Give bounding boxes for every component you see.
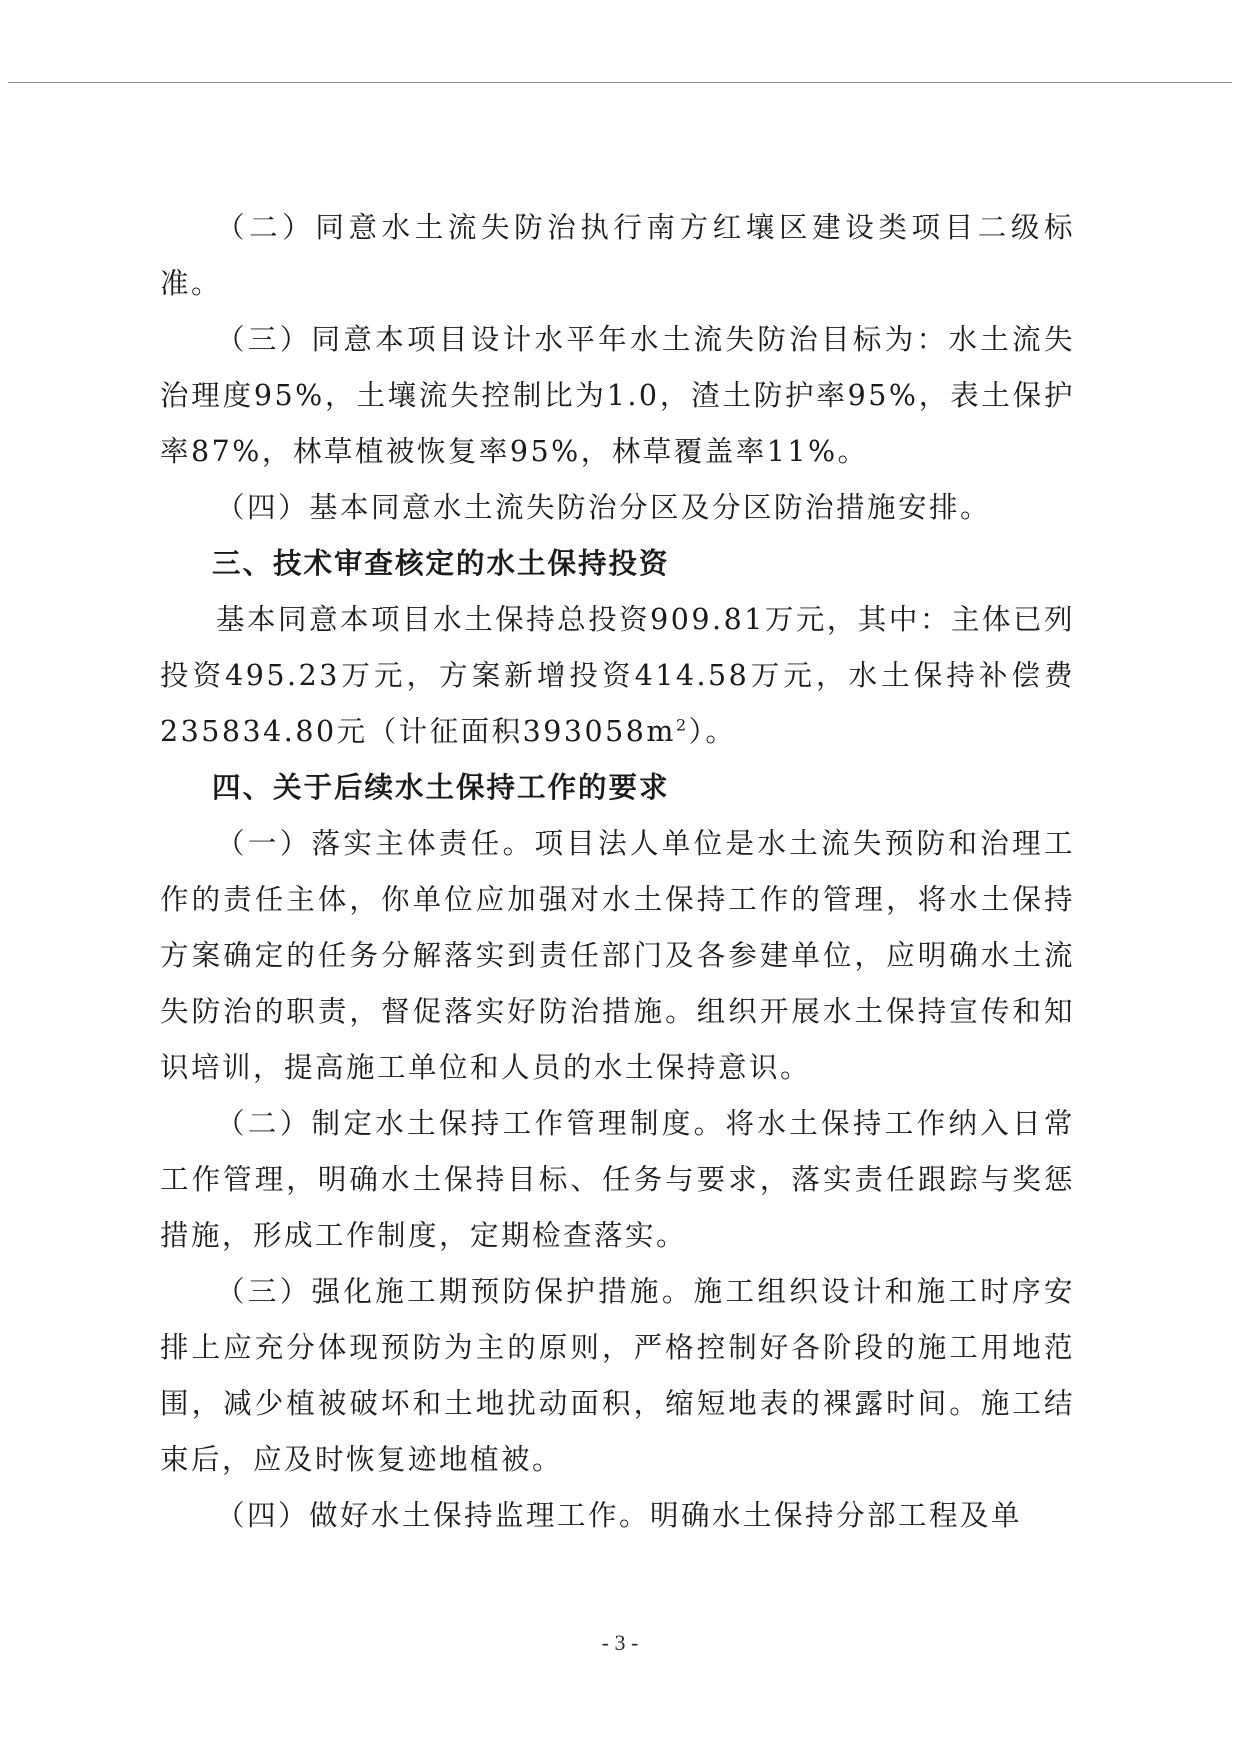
document-body xyxy=(160,200,1075,1544)
paragraph-zoning: （四）基本同意水土流失防治分区及分区防治措施安排。 xyxy=(216,491,992,524)
section-heading-requirements: 四、关于后续水土保持工作的要求 xyxy=(212,771,670,804)
header-rule xyxy=(8,82,1232,83)
investment-text-end: ）。 xyxy=(688,715,737,748)
paragraph-management: （二）制定水土保持工作管理制度。将水土保持工作纳入日常工作管理，明确水土保持目标、任务与要求，落实责任跟踪与奖惩措施，形成工作制度，定期检查落实。 xyxy=(160,1107,1075,1252)
page-number: - 3 - xyxy=(601,1630,639,1655)
section-heading-investment: 三、技术审查核定的水土保持投资 xyxy=(212,547,670,580)
paragraph-supervision: （四）做好水土保持监理工作。明确水土保持分部工程及单 xyxy=(216,1499,1023,1532)
investment-text: 基本同意本项目水土保持总投资909.81万元，其中：主体已列投资495.23万元，方案新增投资414.58万元，水土保持补偿费235834.80元（计征面积393058m xyxy=(160,603,1075,748)
paragraph-prevention: （三）强化施工期预防保护措施。施工组织设计和施工时序安排上应充分体现预防为主的原则，严格控制好各阶段的施工用地范围，减少植被破坏和土地扰动面积，缩短地表的裸露时间。施工结束后，应及时恢复迹地植被。 xyxy=(160,1275,1075,1476)
paragraph-targets: （三）同意本项目设计水平年水土流失防治目标为：水土流失治理度95%，土壤流失控制比为1.0，渣土防护率95%，表土保护率87%，林草植被恢复率95%，林草覆盖率11%。 xyxy=(160,323,1075,468)
paragraph-investment xyxy=(160,592,1075,760)
paragraph-standard: （二）同意水土流失防治执行南方红壤区建设类项目二级标准。 xyxy=(160,211,1075,300)
area-unit-superscript: 2 xyxy=(675,715,689,735)
paragraph-responsibility: （一）落实主体责任。项目法人单位是水土流失预防和治理工作的责任主体，你单位应加强对水土保持工作的管理，将水土保持方案确定的任务分解落实到责任部门及各参建单位，应明确水土流失防治的职责，督促落实好防治措施。组织开展水土保持宣传和知识培训，提高施工单位和人员的水土保持意识。 xyxy=(160,827,1075,1084)
